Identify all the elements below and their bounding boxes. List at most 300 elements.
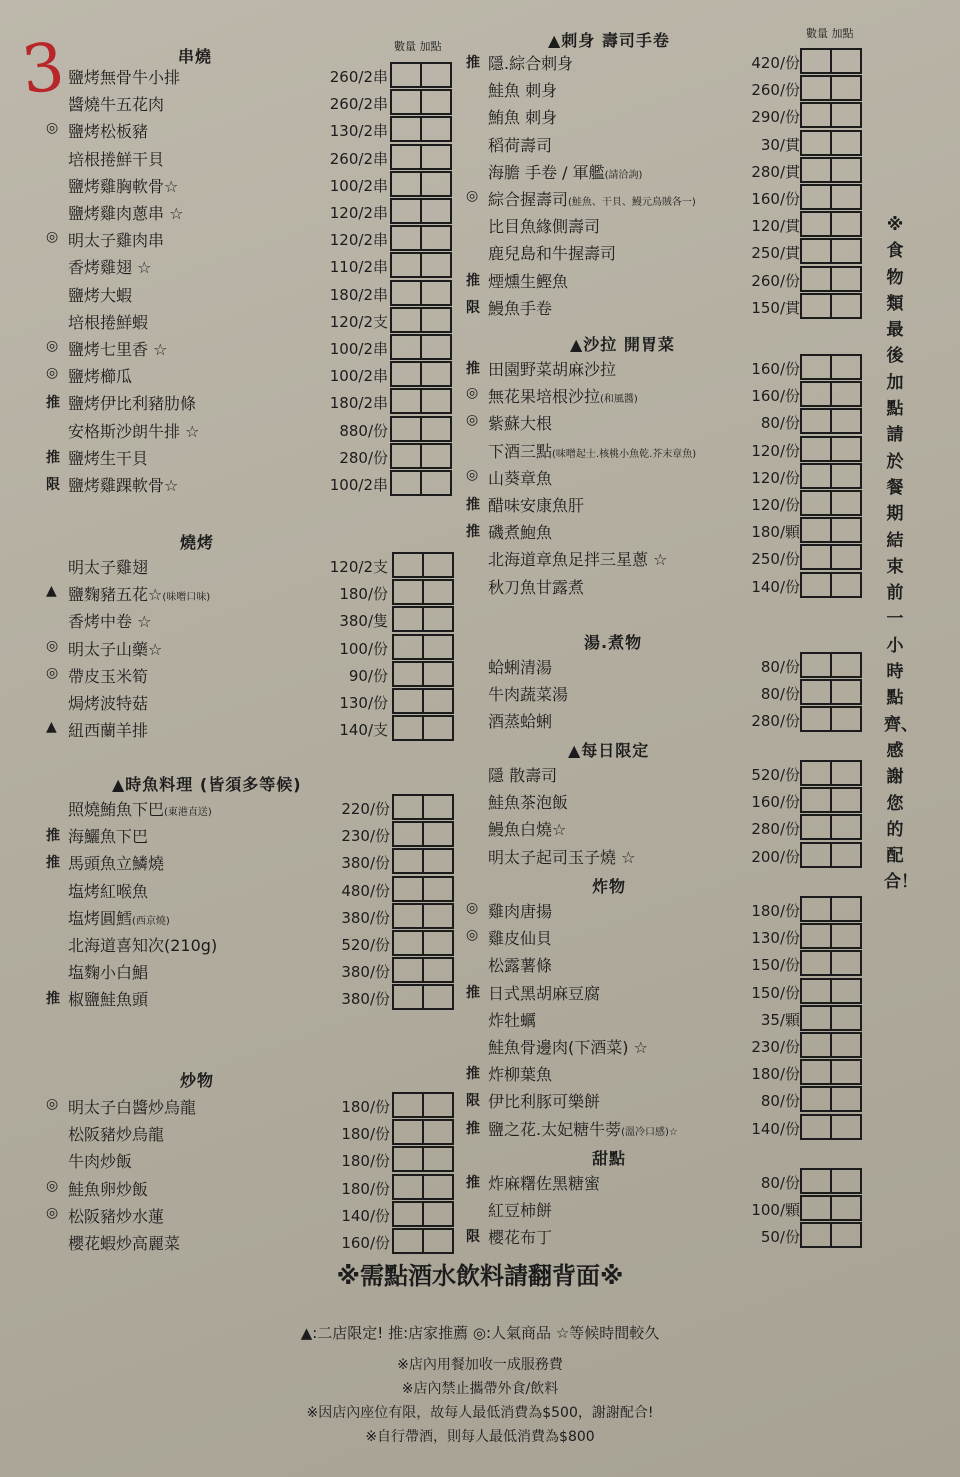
quantity-box[interactable] — [392, 1174, 424, 1200]
add-order-box[interactable] — [422, 1228, 454, 1254]
quantity-box[interactable] — [392, 661, 424, 687]
add-order-box[interactable] — [422, 1174, 454, 1200]
item-price: 130/份 — [339, 694, 388, 712]
item-note: (味噌起士.核桃小魚乾.芥末章魚) — [552, 448, 697, 460]
add-order-box[interactable] — [830, 760, 862, 786]
section-title-stirfry: 炒物 — [180, 1071, 215, 1090]
item-name — [488, 682, 568, 705]
item-name — [488, 51, 573, 74]
add-order-box[interactable] — [422, 957, 454, 983]
quantity-box[interactable] — [392, 579, 424, 605]
add-order-box[interactable] — [422, 634, 454, 660]
item-note: (溫冷口感)☆ — [621, 1126, 678, 1138]
menu-item-row — [466, 814, 864, 840]
item-mark: ◎ — [46, 365, 59, 382]
add-order-box[interactable] — [830, 1005, 862, 1031]
menu-item-row — [46, 470, 454, 496]
add-order-box[interactable] — [830, 978, 862, 1004]
item-name-text: 鹽烤雞胸軟骨☆ — [68, 176, 179, 196]
add-order-box[interactable] — [830, 408, 862, 434]
item-mark: ◎ — [466, 188, 479, 204]
item-name — [488, 1198, 552, 1221]
add-order-box[interactable] — [830, 814, 862, 840]
quantity-box[interactable] — [390, 225, 422, 251]
item-mark: ◎ — [46, 664, 59, 681]
quantity-box[interactable] — [392, 688, 424, 714]
add-order-box[interactable] — [422, 715, 454, 741]
add-order-box[interactable] — [830, 842, 862, 868]
add-order-box[interactable] — [830, 266, 862, 292]
add-order-box[interactable] — [830, 923, 862, 949]
add-order-box[interactable] — [422, 848, 454, 874]
quantity-box[interactable] — [390, 144, 422, 170]
menu-item-row — [46, 876, 456, 902]
add-order-box[interactable] — [830, 572, 862, 598]
item-price: 380/份 — [341, 963, 390, 982]
quantity-box[interactable] — [800, 211, 832, 237]
add-order-box[interactable] — [422, 1146, 454, 1172]
quantity-box[interactable] — [800, 842, 832, 868]
quantity-box[interactable] — [800, 490, 832, 516]
quantity-box[interactable] — [800, 408, 832, 434]
item-name — [68, 255, 151, 278]
item-name — [488, 709, 552, 732]
quantity-box[interactable] — [800, 1195, 832, 1221]
item-price: 180/2串 — [329, 394, 388, 413]
add-order-box[interactable] — [422, 984, 454, 1010]
add-order-box[interactable] — [830, 75, 862, 101]
quantity-box[interactable] — [800, 157, 832, 183]
item-name-text: 比目魚緣側壽司 — [488, 217, 601, 237]
item-name-text: 照燒鮪魚下巴 — [68, 800, 165, 819]
add-order-box[interactable] — [830, 211, 862, 237]
item-mark: 限 — [466, 1229, 480, 1246]
quantity-box[interactable] — [392, 876, 424, 902]
item-name-text: 鮪魚 刺身 — [488, 108, 558, 128]
quantity-box[interactable] — [800, 572, 832, 598]
menu-item-row — [466, 652, 864, 678]
menu-item-row — [466, 381, 864, 407]
add-order-box[interactable] — [420, 470, 452, 496]
add-order-box[interactable] — [830, 1222, 862, 1248]
quantity-box[interactable] — [800, 75, 832, 101]
quantity-box[interactable] — [800, 517, 832, 543]
item-price: 180/份 — [341, 1098, 390, 1116]
quantity-box[interactable] — [390, 307, 422, 333]
quantity-box[interactable] — [390, 334, 422, 360]
menu-item-row — [466, 211, 864, 237]
menu-item-row — [466, 517, 864, 543]
add-order-box[interactable] — [830, 1114, 862, 1140]
menu-item-row — [46, 1146, 456, 1172]
item-price: 180/份 — [339, 585, 388, 604]
add-order-box[interactable] — [422, 876, 454, 902]
item-name-text: 雞肉唐揚 — [488, 902, 553, 921]
item-name — [488, 1171, 600, 1194]
item-name — [68, 906, 170, 929]
menu-item-row — [466, 978, 864, 1004]
quantity-box[interactable] — [800, 238, 832, 264]
quantity-box[interactable] — [800, 1222, 832, 1248]
quantity-box[interactable] — [800, 679, 832, 705]
item-name — [488, 845, 635, 868]
section-title-skewers: 串燒 — [178, 47, 213, 66]
section-title-dessert: 甜點 — [592, 1149, 627, 1168]
left-column-header: 數量 加點 — [394, 40, 442, 53]
item-name-text: 炸牡蠣 — [488, 1010, 537, 1030]
add-order-box[interactable] — [830, 1032, 862, 1058]
add-order-box[interactable] — [422, 1201, 454, 1227]
add-order-box[interactable] — [830, 1086, 862, 1112]
add-order-box[interactable] — [422, 688, 454, 714]
item-name — [488, 817, 566, 840]
add-order-box[interactable] — [420, 62, 452, 88]
menu-item-row — [46, 930, 456, 956]
quantity-box[interactable] — [800, 1005, 832, 1031]
item-name — [68, 664, 148, 687]
add-order-box[interactable] — [830, 436, 862, 462]
quantity-box[interactable] — [800, 436, 832, 462]
menu-item-row — [466, 1032, 864, 1058]
quantity-box[interactable] — [390, 171, 422, 197]
quantity-box[interactable] — [800, 463, 832, 489]
quantity-box[interactable] — [800, 354, 832, 380]
add-order-box[interactable] — [830, 381, 862, 407]
item-name-text: 塩烤紅喉魚 — [68, 881, 149, 901]
quantity-box[interactable] — [392, 1201, 424, 1227]
item-name — [68, 92, 164, 115]
quantity-box[interactable] — [800, 1032, 832, 1058]
menu-item-row — [46, 634, 456, 660]
add-order-box[interactable] — [830, 896, 862, 922]
quantity-box[interactable] — [800, 1086, 832, 1112]
quantity-box[interactable] — [390, 89, 422, 115]
add-order-box[interactable] — [422, 1119, 454, 1145]
item-price: 180/份 — [751, 1065, 800, 1084]
item-name — [488, 1225, 552, 1248]
quantity-box[interactable] — [392, 984, 424, 1010]
item-price: 150/貫 — [751, 298, 800, 317]
add-order-box[interactable] — [420, 116, 452, 142]
quantity-box[interactable] — [800, 184, 832, 210]
add-order-box[interactable] — [830, 48, 862, 74]
add-order-box[interactable] — [420, 171, 452, 197]
quantity-box[interactable] — [800, 1168, 832, 1194]
item-mark: 推 — [46, 855, 60, 872]
quantity-box[interactable] — [392, 930, 424, 956]
menu-item-row — [466, 896, 864, 922]
add-order-box[interactable] — [420, 144, 452, 170]
item-mark: ◎ — [46, 1096, 59, 1112]
add-order-box[interactable] — [830, 184, 862, 210]
add-order-box[interactable] — [420, 334, 452, 360]
menu-item-row — [466, 1168, 864, 1194]
add-order-box[interactable] — [420, 198, 452, 224]
item-mark: 推 — [466, 1066, 480, 1083]
item-name — [488, 547, 667, 570]
item-name — [488, 296, 552, 319]
add-order-box[interactable] — [422, 579, 454, 605]
quantity-box[interactable] — [390, 361, 422, 387]
item-name-text: 酒蒸蛤蜊 — [488, 712, 553, 732]
item-name-text: 鹽麴豬五花☆ — [68, 585, 163, 605]
item-name — [488, 1008, 536, 1031]
quantity-box[interactable] — [392, 634, 424, 660]
quantity-box[interactable] — [392, 1119, 424, 1145]
add-order-box[interactable] — [830, 544, 862, 570]
add-order-box[interactable] — [420, 280, 452, 306]
item-price: 160/份 — [751, 387, 800, 406]
add-order-box[interactable] — [830, 130, 862, 156]
menu-item-row — [46, 443, 454, 469]
add-order-box[interactable] — [422, 930, 454, 956]
add-order-box[interactable] — [422, 606, 454, 632]
item-price: 160/份 — [751, 190, 800, 208]
section-title-daily: ▲每日限定 — [568, 741, 650, 760]
item-note: (鮭魚、干貝、鰻元鳥賊各一) — [568, 197, 696, 208]
item-price: 120/份 — [751, 468, 800, 487]
item-price: 220/份 — [341, 800, 390, 818]
item-price: 120/2支 — [329, 312, 388, 331]
quantity-box[interactable] — [390, 280, 422, 306]
item-name — [488, 187, 696, 210]
item-name — [68, 446, 148, 469]
quantity-box[interactable] — [800, 814, 832, 840]
item-name — [68, 933, 217, 956]
add-order-box[interactable] — [420, 361, 452, 387]
item-name-text: 培根捲鮮蝦 — [68, 312, 149, 332]
quantity-box[interactable] — [392, 794, 424, 820]
item-name-text: 馬頭魚立鱗燒 — [68, 854, 165, 874]
item-name — [68, 609, 151, 632]
add-order-box[interactable] — [830, 706, 862, 732]
menu-item-row — [466, 706, 864, 732]
item-mark: ◎ — [466, 927, 479, 944]
item-name-text: 下酒三點 — [488, 441, 553, 461]
item-price: 260/2串 — [329, 149, 388, 168]
quantity-box[interactable] — [392, 848, 424, 874]
quantity-box[interactable] — [800, 48, 832, 74]
item-price: 120/2串 — [329, 231, 388, 250]
item-name-text: 焗烤波特菇 — [68, 694, 149, 713]
menu-item-row — [466, 760, 864, 786]
quantity-box[interactable] — [392, 1092, 424, 1118]
item-name — [68, 851, 164, 874]
item-note: (東港直送) — [164, 807, 212, 818]
add-order-box[interactable] — [830, 1168, 862, 1194]
item-name-text: 稻荷壽司 — [488, 135, 553, 155]
quantity-box[interactable] — [392, 821, 424, 847]
item-name — [488, 384, 638, 407]
item-price: 80/份 — [760, 685, 800, 704]
item-name — [488, 269, 568, 292]
item-name — [488, 763, 557, 786]
menu-item-row — [46, 280, 454, 306]
item-price: 250/份 — [751, 550, 800, 569]
item-price: 140/份 — [751, 1119, 800, 1138]
item-price: 280/貫 — [751, 162, 800, 181]
quantity-box[interactable] — [392, 1228, 424, 1254]
item-name-text: 鰻魚手卷 — [488, 298, 553, 318]
add-order-box[interactable] — [422, 661, 454, 687]
menu-item-row — [46, 984, 456, 1010]
add-order-box[interactable] — [830, 354, 862, 380]
quantity-box[interactable] — [390, 388, 422, 414]
item-name-text: 櫻花布丁 — [488, 1228, 553, 1248]
item-name-text: 海膽 手卷 / 軍艦 — [488, 162, 605, 182]
add-order-box[interactable] — [420, 89, 452, 115]
add-order-box[interactable] — [422, 552, 454, 578]
add-order-box[interactable] — [830, 652, 862, 678]
add-order-box[interactable] — [420, 252, 452, 278]
menu-item-row — [46, 957, 456, 983]
item-name-text: 日式黑胡麻豆腐 — [488, 983, 601, 1003]
quantity-box[interactable] — [392, 1146, 424, 1172]
quantity-box[interactable] — [390, 443, 422, 469]
item-price: 160/份 — [751, 793, 800, 812]
item-name — [488, 357, 616, 380]
item-price: 90/份 — [348, 666, 388, 685]
quantity-box[interactable] — [392, 903, 424, 929]
add-order-box[interactable] — [422, 794, 454, 820]
add-order-box[interactable] — [422, 1092, 454, 1118]
item-name — [68, 1149, 132, 1172]
quantity-box[interactable] — [800, 102, 832, 128]
item-price: 130/2串 — [329, 122, 388, 141]
item-name-text: 牛肉炒飯 — [68, 1152, 133, 1172]
menu-item-row — [46, 416, 454, 442]
quantity-box[interactable] — [392, 957, 424, 983]
quantity-box[interactable] — [800, 130, 832, 156]
legend: ▲:二店限定! 推:店家推薦 ◎:人氣商品 ☆等候時間較久 — [300, 1324, 660, 1342]
rule-service-charge: ※店內用餐加收一成服務費 — [397, 1357, 563, 1373]
quantity-box[interactable] — [390, 198, 422, 224]
item-name-text: 明太子白醬炒烏龍 — [68, 1098, 197, 1117]
item-price: 200/份 — [751, 847, 800, 866]
item-mark: ◎ — [46, 1204, 59, 1221]
menu-item-row — [46, 688, 456, 714]
quantity-box[interactable] — [800, 760, 832, 786]
item-name — [68, 228, 164, 251]
item-price: 290/份 — [751, 108, 800, 127]
add-order-box[interactable] — [830, 950, 862, 976]
add-order-box[interactable] — [830, 490, 862, 516]
item-name-text: 安格斯沙朗牛排 ☆ — [68, 421, 200, 441]
quantity-box[interactable] — [392, 552, 424, 578]
quantity-box[interactable] — [800, 544, 832, 570]
quantity-box[interactable] — [390, 470, 422, 496]
menu-item-row — [466, 1195, 864, 1221]
item-mark: ▲ — [46, 719, 57, 736]
item-name-text: 醋味安康魚肝 — [488, 496, 585, 515]
quantity-box[interactable] — [800, 923, 832, 949]
item-name-text: 塩烤圓鱈 — [68, 908, 133, 928]
add-order-box[interactable] — [830, 238, 862, 264]
item-mark: ◎ — [46, 120, 59, 137]
item-name-text: 松阪豬炒烏龍 — [68, 1125, 165, 1145]
item-price: 100/2串 — [329, 367, 388, 386]
add-order-box[interactable] — [830, 1195, 862, 1221]
item-name-text: 隱 散壽司 — [488, 766, 558, 785]
add-order-box[interactable] — [830, 517, 862, 543]
quantity-box[interactable] — [800, 381, 832, 407]
menu-item-row — [466, 923, 864, 949]
quantity-box[interactable] — [392, 606, 424, 632]
add-order-box[interactable] — [830, 102, 862, 128]
item-name-text: 蛤蜊清湯 — [488, 658, 553, 677]
add-order-box[interactable] — [830, 293, 862, 319]
quantity-box[interactable] — [800, 266, 832, 292]
quantity-box[interactable] — [800, 787, 832, 813]
quantity-box[interactable] — [800, 293, 832, 319]
item-price: 130/份 — [751, 929, 800, 948]
item-name-text: 鹽烤雞肉蔥串 ☆ — [68, 204, 184, 223]
add-order-box[interactable] — [420, 307, 452, 333]
quantity-box[interactable] — [800, 706, 832, 732]
item-name — [488, 78, 557, 101]
add-order-box[interactable] — [830, 679, 862, 705]
item-name-text: 紐西蘭羊排 — [68, 721, 149, 741]
item-name-text: 無花果培根沙拉 — [488, 387, 601, 407]
add-order-box[interactable] — [420, 443, 452, 469]
quantity-box[interactable] — [390, 252, 422, 278]
add-order-box[interactable] — [420, 388, 452, 414]
item-name-text: 鮭魚 刺身 — [488, 81, 558, 101]
menu-item-row — [46, 62, 454, 88]
item-price: 280/份 — [339, 448, 388, 467]
item-name — [488, 790, 568, 813]
add-order-box[interactable] — [830, 1059, 862, 1085]
item-name — [68, 960, 148, 983]
quantity-box[interactable] — [800, 896, 832, 922]
item-mark: 推 — [466, 1120, 480, 1137]
item-name — [68, 119, 148, 142]
item-name-text: 椒鹽鮭魚頭 — [68, 990, 149, 1010]
section-title-grill: 燒烤 — [180, 533, 215, 552]
item-mark: 推 — [466, 984, 480, 1001]
handwritten-page-number: 3 — [18, 28, 68, 109]
item-price: 120/2支 — [329, 558, 388, 576]
quantity-box[interactable] — [390, 416, 422, 442]
menu-item-row — [466, 184, 864, 210]
quantity-box[interactable] — [392, 715, 424, 741]
quantity-box[interactable] — [390, 62, 422, 88]
add-order-box[interactable] — [830, 463, 862, 489]
item-name-text: 隱.綜合刺身 — [488, 54, 574, 73]
item-name — [488, 953, 552, 976]
item-price: 180/份 — [341, 1152, 390, 1171]
item-name — [68, 555, 148, 578]
quantity-box[interactable] — [800, 1059, 832, 1085]
item-name — [488, 899, 552, 922]
add-order-box[interactable] — [420, 225, 452, 251]
item-name-text: 明太子雞肉串 — [68, 231, 165, 251]
add-order-box[interactable] — [422, 821, 454, 847]
item-name — [68, 391, 196, 414]
quantity-box[interactable] — [800, 950, 832, 976]
item-name-text: 明太子雞翅 — [68, 558, 149, 577]
quantity-box[interactable] — [390, 116, 422, 142]
item-name-text: 鹽烤無骨牛小排 — [68, 68, 181, 87]
rule-byob-minimum: ※自行帶酒，則每人最低消費為$800 — [365, 1429, 595, 1445]
add-order-box[interactable] — [830, 157, 862, 183]
add-order-box[interactable] — [420, 416, 452, 442]
add-order-box[interactable] — [422, 903, 454, 929]
add-order-box[interactable] — [830, 787, 862, 813]
quantity-box[interactable] — [800, 652, 832, 678]
quantity-box[interactable] — [800, 978, 832, 1004]
quantity-box[interactable] — [800, 1114, 832, 1140]
